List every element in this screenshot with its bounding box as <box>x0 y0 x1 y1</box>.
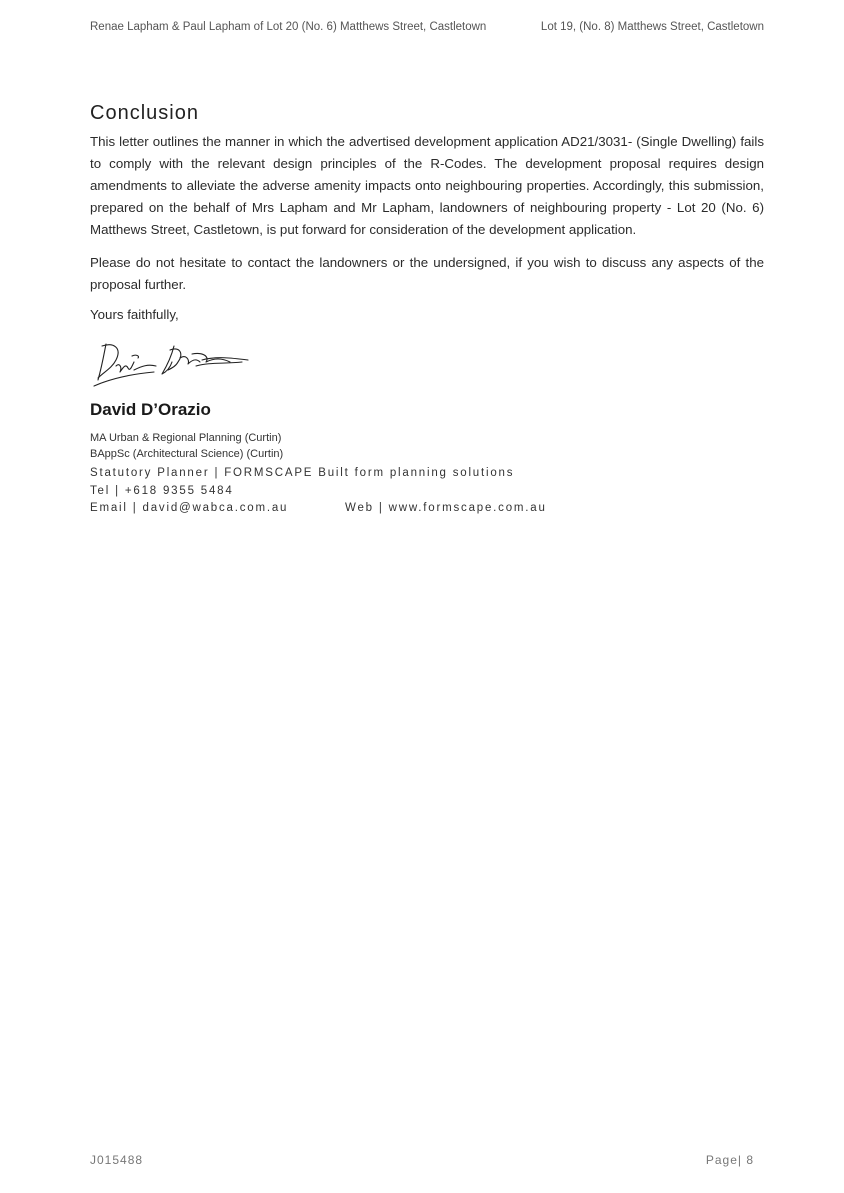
header-right: Lot 19, (No. 8) Matthews Street, Castletown <box>540 21 764 33</box>
signatory-email: Email | david@wabca.com.au <box>90 502 289 514</box>
paragraph-contact: Please do not hesitate to contact the landowners or the undersigned, if you wish to discuss any aspects of the proposal further. <box>90 255 764 292</box>
header-left: Renae Lapham & Paul Lapham of Lot 20 (No. 6) Matthews Street, Castletown <box>90 21 487 33</box>
footer-reference: J015488 <box>90 1153 144 1167</box>
letter-body <box>90 102 764 518</box>
footer-page-number: Page| 8 <box>705 1153 754 1167</box>
signatory-tel: Tel | +618 9355 5484 <box>90 484 234 497</box>
signatory-role: Statutory Planner | FORMSCAPE Built form planning solutions <box>90 467 515 479</box>
signatory-name: David D’Orazio <box>90 400 211 419</box>
qualification-2: BAppSc (Architectural Science) (Curtin) <box>90 448 284 460</box>
handwritten-signature <box>92 336 252 390</box>
section-heading: Conclusion <box>90 102 199 124</box>
sign-off: Yours faithfully, <box>90 307 179 322</box>
signatory-web: Web | www.formscape.com.au <box>345 502 547 514</box>
paragraph-conclusion: This letter outlines the manner in which the advertised development application AD21/3031- (Single Dwelling) fails to comply with the relevant design principles of the R-Codes. The development proposal requires design amendments to alleviate the adverse amenity impacts onto neighbouring properties. Accordingly, this submission, prepared on the behalf of Mrs Lapham and Mr Lapham, landowners of neighbouring property - Lot 20 (No. 6) Matthews Street, Castletown, is put forward for consideration of the development application. <box>90 134 764 237</box>
contact-line <box>90 500 764 518</box>
qualification-1: MA Urban & Regional Planning (Curtin) <box>90 432 282 444</box>
